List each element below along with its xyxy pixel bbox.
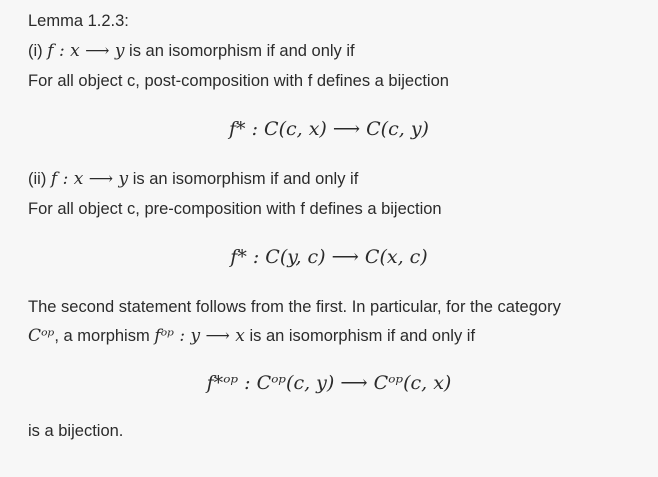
part-ii-suffix: is an isomorphism if and only if [128,170,359,188]
part-ii-condition: For all object c, pre-composition with f defines a bijection [28,200,442,218]
part-ii-prefix: (ii) [28,170,51,188]
part-i-condition: For all object c, post-composition with f defines a bijection [28,72,449,90]
part-i-statement [28,41,355,61]
remark-formula [0,371,658,395]
remark-closing: is a bijection. [28,422,124,440]
remark-line-2 [28,326,475,346]
remark-formula-math: f*ᵒᵖ : Cᵒᵖ(c, y) ⟶ Cᵒᵖ(c, x) [206,372,452,394]
part-i-prefix: (i) [28,42,48,60]
remark-morphism-math: fᵒᵖ : y ⟶ x [154,326,245,346]
part-ii-formula [0,245,658,269]
remark-line-1: The second statement follows from the first. In particular, for the category [28,298,561,316]
part-i-suffix: is an isomorphism if and only if [124,42,355,60]
part-i-formula [0,117,658,141]
part-i-formula-math: f* : C(c, x) ⟶ C(c, y) [229,118,429,140]
lemma-title: Lemma 1.2.3: [28,12,129,30]
part-ii-statement [28,169,358,189]
part-i-math: f : x ⟶ y [47,41,125,61]
remark-middle: , a morphism [54,327,155,345]
part-ii-math: f : x ⟶ y [50,169,129,189]
remark-suffix: is an isomorphism if and only if [244,327,476,345]
part-ii-formula-math: f* : C(y, c) ⟶ C(x, c) [230,246,428,268]
remark-category-math: Cᵒᵖ [28,326,55,346]
